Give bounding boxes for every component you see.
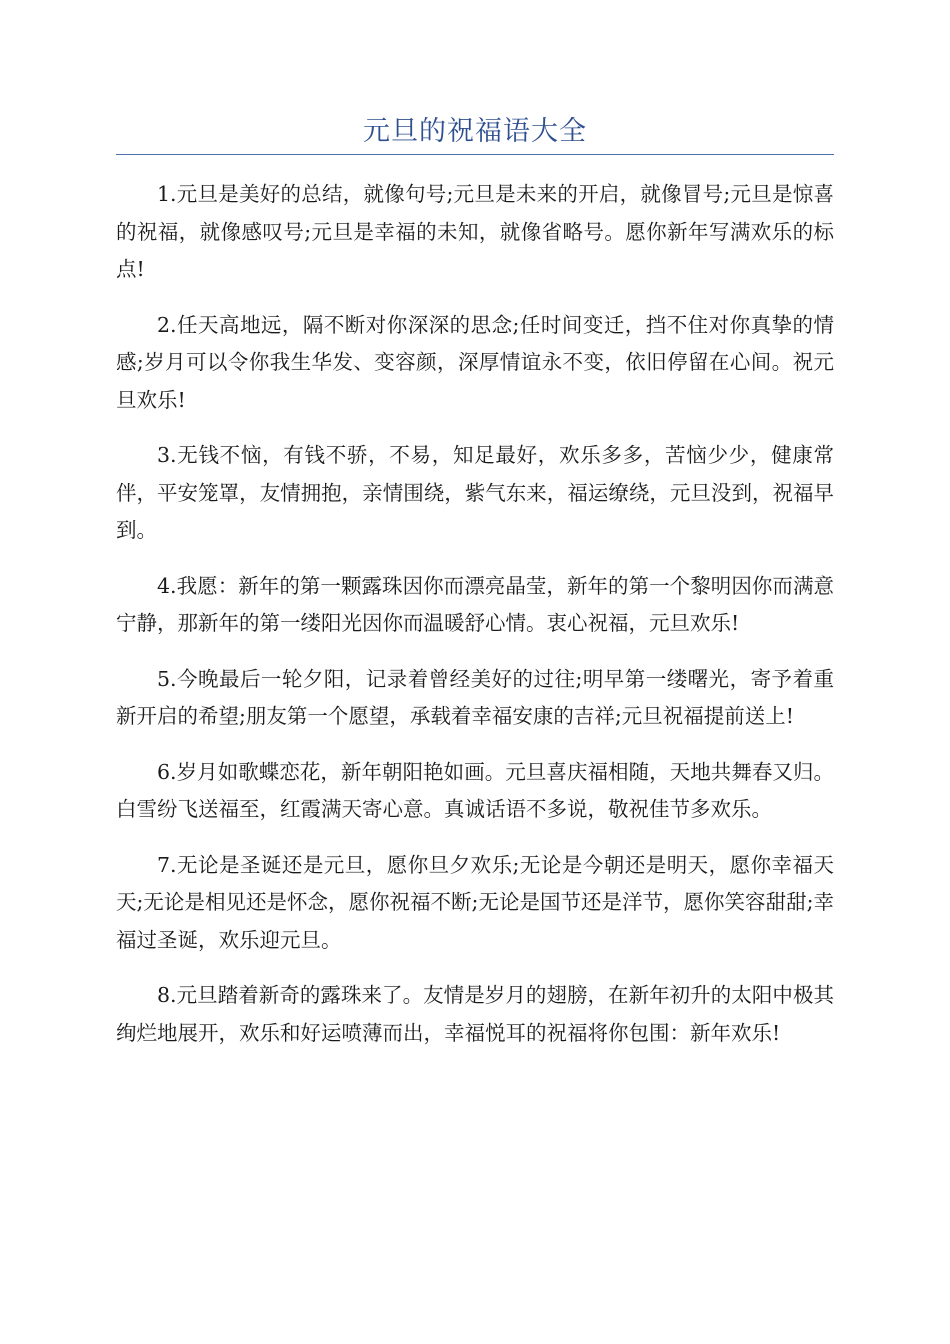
paragraph-7: 7.无论是圣诞还是元旦，愿你旦夕欢乐;无论是今朝还是明天，愿你幸福天天;无论是相见还是怀念，愿你祝福不断;无论是国节还是洋节，愿你笑容甜甜;幸福过圣诞，欢乐迎元旦。 xyxy=(116,852,834,952)
paragraph-4: 4.我愿：新年的第一颗露珠因你而漂亮晶莹，新年的第一个黎明因你而满意宁静，那新年的第一缕阳光因你而温暖舒心情。衷心祝福，元旦欢乐! xyxy=(116,573,834,635)
paragraph-5: 5.今晚最后一轮夕阳，记录着曾经美好的过往;明早第一缕曙光，寄予着重新开启的希望;朋友第一个愿望，承载着幸福安康的吉祥;元旦祝福提前送上! xyxy=(116,666,834,728)
paragraph-2: 2.任天高地远，隔不断对你深深的思念;任时间变迁，挡不住对你真挚的情感;岁月可以令你我生华发、变容颜，深厚情谊永不变，依旧停留在心间。祝元旦欢乐! xyxy=(116,312,834,412)
paragraph-8: 8.元旦踏着新奇的露珠来了。友情是岁月的翅膀，在新年初升的太阳中极其绚烂地展开，欢乐和好运喷薄而出，幸福悦耳的祝福将你包围：新年欢乐! xyxy=(116,983,834,1045)
document-title: 元旦的祝福语大全 xyxy=(363,116,587,147)
document-body xyxy=(116,176,834,1070)
paragraph-1: 1.元旦是美好的总结，就像句号;元旦是未来的开启，就像冒号;元旦是惊喜的祝福，就像感叹号;元旦是幸福的未知，就像省略号。愿你新年写满欢乐的标点! xyxy=(116,182,834,281)
paragraph-3: 3.无钱不恼，有钱不骄，不易，知足最好，欢乐多多，苦恼少少，健康常伴，平安笼罩，友情拥抱，亲情围绕，紫气东来，福运缭绕，元旦没到，祝福早到。 xyxy=(116,443,834,542)
paragraph-6: 6.岁月如歌蝶恋花，新年朝阳艳如画。元旦喜庆福相随，天地共舞春又归。白雪纷飞送福至，红霞满天寄心意。真诚话语不多说，敬祝佳节多欢乐。 xyxy=(116,759,834,821)
title-underline xyxy=(116,154,834,155)
